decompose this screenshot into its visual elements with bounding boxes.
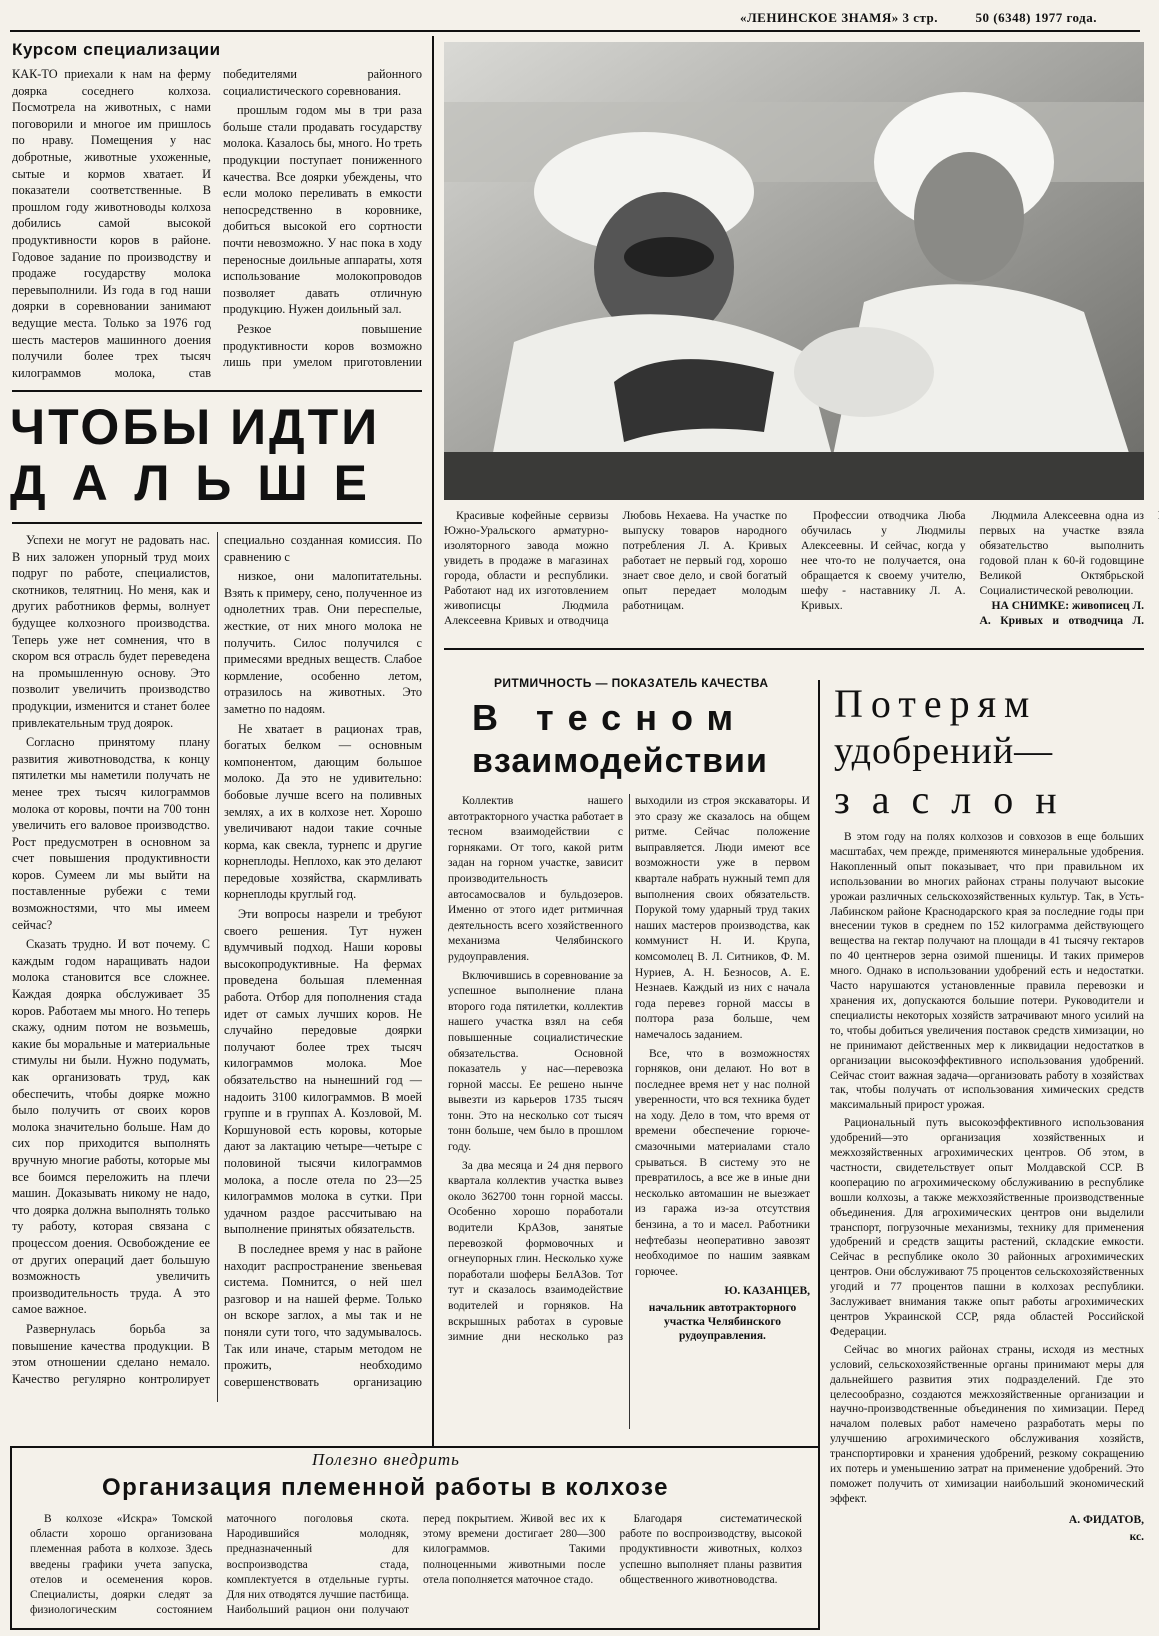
article4-paragraph: В этом году на полях колхозов и совхозов в еще больших масштабах, чем прежде, применяются минеральные удобрения. Накопленный опыт показывает, что при правильном их использовании во многих районах страны получают высокие урожаи различных сельскохозяйственных культур. Так, в Усть-Лабинском районе Краснодарского края за последние годы при внесении туков в среднем по 152 килограмма действующего вещества на гектар получают на площади в 41 тысячу гектаров по 40 центнеров зерна озимой пшеницы. И таких примеров много. Однако в использовании удобрений есть и недостатки. Часто нарушаются установленные правила перевозки и хранения их, допускаются большие потери. Руководители и специалисты некоторых хозяйств затрачивают много усилий на то, чтобы добиться увеличения поставок средств химизации, но не принимают действенных мер к ликвидации недостатков в организации высокоэффективного использования удобрений. Сейчас стоит важная задача—организовать работу в хозяйствах так, чтобы получать от использования химических средств максимальный прирост урожая. bbox=[830, 831, 1144, 1112]
article4-signature-role: кс. bbox=[1129, 1530, 1144, 1543]
photo-bottom-rule bbox=[444, 648, 1144, 650]
article1-body bbox=[12, 66, 422, 384]
article2-paragraph: Сказать трудно. И вот почему. С каждым годом наращивать надои молока становится все сложнее. Каждая доярка обслуживает 35 коров. Работаем мы много. Но теперь скажу, одним потом не возьмешь, какие бы моральные и материальные стимулы ни были. Нужно подумать, как организовать труд, как обеспечить, чтобы доярке можно было получить от своих коров молока значительно больше. Нам до сих пор приходится выполнять вручную многие работы, которые мы все боимся переложить на плечи машин. Доказывать никому не надо, что доярка должна выполнять только ту работу, которая связана с процессом доения. Освобождение ее от других операций дает большую возможность увеличить производительность труда. А это самое важное. bbox=[12, 937, 210, 1317]
article1-bottom-rule bbox=[12, 390, 422, 392]
article1-paragraph: прошлым годом мы в три раза больше стали продавать государству молока. Казалось бы, много. Но треть продукции поступает пониженного качества. Все доярки убеждены, что если молоко переливать в емкости непосредственно в коровнике, добиться высокой его сортности почти невозможно. У нас пока в ходу переносные доильные аппараты, хотя использование молокопроводов позволяет давать отличную продукцию. Нужен доильный зал. bbox=[223, 103, 422, 317]
article3-paragraph: Включившись в соревнование за успешное выполнение плана второго года пятилетки, коллектив нашего участка взял на себя повышенные социалистические обязательства. Основной показатель у нас—перевозка горной массы. Ее решено нынче вывезти из карьеров 1735 тысяч тонн. Это на несколько сот тысяч тонн больше, чем было в прошлом году. bbox=[448, 969, 623, 1154]
article3-signature-name: Ю. КАЗАНЦЕВ, bbox=[724, 1285, 810, 1298]
article2-paragraph: В последнее время у нас в районе находит распространение звеньевая система. Помнится, о ней шел разговор и на нашей ферме. Только он вскоре заглох, а мы так и не поняли сути того, что задумывалось. Так или иначе, старым методом не прожить, необходимо совершенствовать организацию bbox=[224, 1241, 422, 1389]
article4-signature-name: А. ФИДАТОВ, bbox=[1068, 1513, 1144, 1526]
photo-caption bbox=[444, 508, 1144, 638]
article3-paragraph: За два месяца и 24 дня первого квартала коллектив участка вывез около 362700 тонн горной массы. Особенно хорошо поработали водители КрАЗов, занятые перевозкой формовочных и огнеупорных глин. Несколько хуже поработали шоферы БелАЗов. Тот тут и сказалось взаимодействие водителей и горняков. На вскрышных работах в суровые зимние дни несколько раз выходили из строя экскаваторы. И это сразу же сказалось на общем ритме. Сейчас положение выправляется. Люди имеют все возможности уже в первом квартале набрать нужный темп для выполнения своих обязательств. Порукой тому ударный труд таких наших мастеров производства, как коммунист Н. И. Крупа, комсомолец В. Л. Ситников, Ф. М. Нуриев, А. Н. Безносов, А. Е. Незнаев. Каждый из них с начала года перевез горной массы в полтора раза больше, чем намечалось заданием. bbox=[448, 795, 810, 1344]
article2-paragraph: Не хватает в рационах трав, богатых белком — основным компонентом, дающим большое молоко. Да это не удивительно: бобовые лучше всего на поливных землях, а их в колхозе нет. Хорошо увеличивают надои такие сочные корма, как свекла, турнепс и другие корнеплоды. Неплохо, как это делают передовые хозяйства, скармливать корнеплоды круглый год. bbox=[224, 721, 422, 902]
masthead-paper: «ЛЕНИНСКОЕ ЗНАМЯ» 3 стр. bbox=[740, 10, 939, 25]
article4-title-line3: заслон bbox=[834, 777, 1079, 822]
article5-kicker: Полезно внедрить bbox=[312, 1450, 460, 1469]
article5-box bbox=[10, 1446, 820, 1630]
article4-body bbox=[830, 830, 1144, 1620]
article5-body bbox=[30, 1512, 802, 1624]
article5-paragraph: В колхозе «Искра» Томской области хорошо организована племенная работа в колхозе. Здесь введены графики учета запуска, отелов и осеменения коров. Специалисты, доярки следят за физиологическим состоянием маточного поголовья скота. Народившийся молодняк, предназначенный для воспроизводства стада, комплектуется в отдельные гурты. Для них отводятся лучшие пастбища. Наибольший рацион они получают перед покрытием. Живой вес их к этому времени достигает 280—300 килограммов. Такими полноценными животными после отела пополняется маточное стадо. bbox=[30, 1513, 606, 1617]
masthead-issue: 50 (6348) 1977 года. bbox=[975, 10, 1097, 25]
article1-paragraph: КАК-ТО приехали к нам на ферму доярка соседнего колхоза. Посмотрела на животных, с нами поговорили и многое им пришлось по нраву. Помещения у нас добротные, животные ухоженные, сытые и кормов хватает. И показатели соответственные. В прошлом году животноводы колхоза добились самой высокой продуктивности коров в районе. Годовое задание по производству и продаже государству молока перевыполнили. Из года в год наши доярки в соревновании занимают ведущие места. Только за 1976 год шесть мастеров машинного доения получили более трех тысяч килограммов молока, став победителями районного социалистического соревнования. bbox=[12, 67, 422, 380]
article2-title-line1: ЧТОБЫ ИДТИ bbox=[10, 399, 381, 455]
article3-signature-role: начальник автотракторного участка Челябинского рудоуправления. bbox=[648, 1302, 797, 1343]
caption-paragraph: Профессии отводчика Люба обучилась у Людмилы Алексеевны. И сейчас, когда у нее что-то не получается, она обращается к своему учителю, шефу - наставнику Л. А. Кривых. bbox=[801, 509, 966, 612]
article2-paragraph: Эти вопросы назрели и требуют своего решения. Тут нужен вдумчивый подход. Наши коровы высокопродуктивные. На фермах проведена большая племенная работа. Отбор для пополнения стада идет от самых лучших коров. Не случайно передовые доярки получают более трех тысяч килограммов молока. Мое обязательство на нынешний год — надоить 3100 килограммов. В моей группе и в группах А. Козловой, М. Коршуновой есть коровы, которые дают за лактацию четыре—четыре с половиной тысячи килограммов молока, а после отела по 23—25 килограммов молока в сутки. При удачном раздое рассчитываю на выполнение принятых обязательств. bbox=[224, 907, 422, 1237]
article5-paragraph: Благодаря систематической работе по воспроизводству, высокой продуктивности животных, колхоз успешно выполняет планы развития общественного животноводства. bbox=[619, 1513, 802, 1586]
article5-title: Организация племенной работы в колхозе bbox=[102, 1474, 669, 1501]
article3-body bbox=[448, 794, 810, 1429]
article4-title-line1: Потерям bbox=[834, 681, 1038, 726]
column-divider-left bbox=[432, 36, 434, 1446]
article3-paragraph: Коллектив нашего автотракторного участка работает в тесном взаимодействии с горняками. От того, какой ритм задан на горном участке, зависит производительность автосамосвалов и бульдозеров. Именно от этого идет ритмичная деятельность всего хозяйственного механизма Челябинского рудоуправления. bbox=[448, 795, 623, 963]
article3-title-line2: взаимодействии bbox=[472, 742, 768, 780]
article2-title-line2: ДАЛЬШЕ bbox=[10, 455, 393, 511]
top-rule bbox=[10, 30, 1140, 32]
article3-title-line1: В тесном bbox=[472, 697, 748, 738]
article2-paragraph: Согласно принятому плану развития животноводства, к концу пятилетки мы наметили получать не менее трех тысяч килограммов молока от коровы, почти на 700 тонн увеличить его валовое производство. Рост предусмотрен в основном за счет повышения продуктивности коров. Сумеем ли мы выйти на поставленные рубежи с теми возможностями, что мы имеем сейчас? bbox=[12, 735, 210, 932]
article1-heading: Курсом специализации bbox=[12, 40, 221, 59]
article4-paragraph: Сейчас во многих районах страны, исходя из местных условий, сельскохозяйственные органы принимают меры для дальнейшего развития этих подразделений. Где это целесообразно, создаются межхозяйственные организации и научно-производственные объединения по химизации. Перед началом полевых работ намечено разработать меры по улучшению агрохимического обслуживания хозяйств, транспортировки и хранения удобрений, резкому сокращению их потерь и уменьшению затрат на применение удобрений. Это поможет получить от химизации наибольший экономический эффект. bbox=[830, 1343, 1144, 1505]
article3-paragraph: Все, что в возможностях горняков, они делают. Но вот в последнее время нет у нас полной уверенности, что вся техника будет на ходу. Дело в том, что время от времени обеспечение горюче-смазочными материалами стало срываться. В систему это не превратилось, а все же в иные дни несколько автомашин не выезжает из гаража из-за отсутствия бензина, а то и масел. Работники нефтебазы неоперативно завозят необходимое по нашим заявкам горючее. bbox=[635, 1047, 810, 1278]
caption-na-snimke: НА СНИМКЕ: живописец Л. А. Кривых и отводчица Л. bbox=[979, 599, 1145, 627]
caption-paragraph: Людмила Алексеевна одна из первых на участке взяла обязательство выполнить годовой план к 60-й годовщине Великой Октябрьской Социалистической революции. bbox=[979, 509, 1144, 597]
photo-illustration bbox=[444, 42, 1144, 500]
article2-title-rule bbox=[12, 522, 422, 524]
article4-paragraph: Рациональный путь высокоэффективного использования удобрений—это организация хозяйственных и межхозяйственных агрохимических центров. Об этом, в частности, свидетельствует опыт Молдавской ССР. В кооперацию по агрохимическому обслуживанию в республике вошли колхозы, а также межхозяйственные производственные объединения. Для агрохимических центров они выделили транспорт, погрузочные механизмы, технику для применения удобрений и средств защиты растений, складские емкости. Сейчас в республике около 30 районных агрохимических центров. Они обслуживают 75 процентов сельскохозяйственных угодий и 77 процентов пашни в колхозах республики. Заслуживает внимания также опыт работы агрохимических центров Украинской ССР, ряда областей Российской Федерации. bbox=[830, 1117, 1144, 1338]
article4-title-line2: удобрений— bbox=[834, 730, 1054, 772]
article3-kicker: РИТМИЧНОСТЬ — ПОКАЗАТЕЛЬ КАЧЕСТВА bbox=[494, 676, 769, 690]
article2-paragraph: Развернулась борьба за повышение качества продукции. В этом отношении сделано немало. Качество регулярно контролирует специально созданная комиссия. По сравнению с bbox=[12, 533, 422, 1386]
article2-body bbox=[12, 532, 422, 1402]
masthead bbox=[740, 10, 1140, 26]
column-divider-right bbox=[818, 680, 820, 1446]
article1-paragraph: Резкое повышение продуктивности коров возможно лишь при умелом приготовлении bbox=[223, 321, 422, 370]
photo-workers bbox=[444, 42, 1144, 500]
article2-paragraph: низкое, они малопитательны. Взять к примеру, сено, полученное из однолетних трав. Они переспелые, жесткие, от них много молока не получить. Силос получился с примесями вредных веществ. Слабое кормление, особенно летом, отразилось на животных. Это заметно по надоям. bbox=[224, 569, 422, 716]
caption-paragraph: Красивые кофейные сервизы Южно-Уральского арматурно-изоляторного завода можно увидеть в продаже в магазинах города, области и республики. Работают над их изготовлением живописцы Людмила Алексеевна Кривых и отводчица Любовь Нехаева. На участке по выпуску товаров народного потребления Л. А. Кривых работает не первый год, хорошо знает свое дело, и свой богатый опыт передает молодым работницам. bbox=[444, 509, 787, 627]
article2-paragraph: Успехи не могут не радовать нас. В них заложен упорный труд моих подруг по работе, специалистов, скотников, телятниц. Но меня, как и других работников фермы, волнует будущее колхозного производства. Теперь уже нет сомнения, что в скором вся отрасль будет переведена на промышленную основу. Это позволит увеличить производство продукции, изменится и станет более привлекательным труд доярок. bbox=[12, 533, 210, 730]
